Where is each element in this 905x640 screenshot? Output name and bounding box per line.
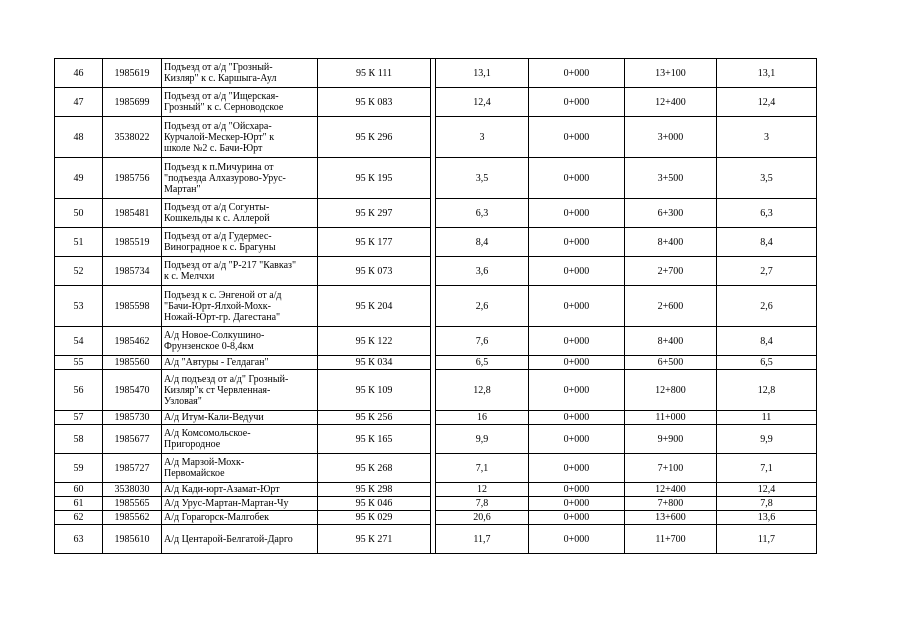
row-number: 63 bbox=[55, 525, 103, 554]
row-number: 62 bbox=[55, 511, 103, 525]
road-name: А/д Горагорск-Малгобек bbox=[162, 511, 318, 525]
total-length: 8,4 bbox=[717, 327, 817, 356]
end-km: 7+100 bbox=[625, 454, 717, 483]
end-km: 2+700 bbox=[625, 257, 717, 286]
row-number: 51 bbox=[55, 228, 103, 257]
total-length: 3 bbox=[717, 117, 817, 158]
registration-number: 95 К 268 bbox=[318, 454, 431, 483]
row-number: 55 bbox=[55, 356, 103, 370]
row-number: 59 bbox=[55, 454, 103, 483]
road-code: 1985565 bbox=[103, 497, 162, 511]
road-code: 1985619 bbox=[103, 59, 162, 88]
start-km: 0+000 bbox=[529, 497, 625, 511]
road-name: Подъезд от а/д Согунты- Кошкельды к с. Аллерой bbox=[162, 199, 318, 228]
registration-number: 95 К 122 bbox=[318, 327, 431, 356]
end-km: 7+800 bbox=[625, 497, 717, 511]
end-km: 3+000 bbox=[625, 117, 717, 158]
row-number: 53 bbox=[55, 286, 103, 327]
row-number: 54 bbox=[55, 327, 103, 356]
registration-number: 95 К 034 bbox=[318, 356, 431, 370]
table-row bbox=[55, 370, 817, 411]
start-km: 0+000 bbox=[529, 88, 625, 117]
table-row bbox=[55, 411, 817, 425]
road-name: А/д Марзой-Мохк- Первомайское bbox=[162, 454, 318, 483]
end-km: 3+500 bbox=[625, 158, 717, 199]
road-length: 20,6 bbox=[436, 511, 529, 525]
road-code: 1985730 bbox=[103, 411, 162, 425]
road-name: А/д Итум-Кали-Ведучи bbox=[162, 411, 318, 425]
start-km: 0+000 bbox=[529, 525, 625, 554]
total-length: 6,3 bbox=[717, 199, 817, 228]
road-length: 8,4 bbox=[436, 228, 529, 257]
table-row bbox=[55, 454, 817, 483]
registration-number: 95 К 083 bbox=[318, 88, 431, 117]
road-length: 13,1 bbox=[436, 59, 529, 88]
start-km: 0+000 bbox=[529, 158, 625, 199]
total-length: 2,7 bbox=[717, 257, 817, 286]
row-number: 57 bbox=[55, 411, 103, 425]
registration-number: 95 К 165 bbox=[318, 425, 431, 454]
road-length: 7,8 bbox=[436, 497, 529, 511]
row-number: 50 bbox=[55, 199, 103, 228]
road-length: 12 bbox=[436, 483, 529, 497]
start-km: 0+000 bbox=[529, 411, 625, 425]
registration-number: 95 К 029 bbox=[318, 511, 431, 525]
road-code: 1985610 bbox=[103, 525, 162, 554]
road-length: 6,5 bbox=[436, 356, 529, 370]
road-name: Подъезд от а/д "Ищерская- Грозный" к с. Серноводское bbox=[162, 88, 318, 117]
registration-number: 95 К 296 bbox=[318, 117, 431, 158]
total-length: 12,8 bbox=[717, 370, 817, 411]
table-row bbox=[55, 497, 817, 511]
road-code: 3538022 bbox=[103, 117, 162, 158]
row-number: 47 bbox=[55, 88, 103, 117]
end-km: 12+400 bbox=[625, 88, 717, 117]
road-length: 12,4 bbox=[436, 88, 529, 117]
table-row bbox=[55, 117, 817, 158]
registration-number: 95 К 195 bbox=[318, 158, 431, 199]
row-number: 60 bbox=[55, 483, 103, 497]
road-name: Подъезд к п.Мичурина от "подъезда Алхазурово-Урус- Мартан" bbox=[162, 158, 318, 199]
start-km: 0+000 bbox=[529, 199, 625, 228]
start-km: 0+000 bbox=[529, 117, 625, 158]
end-km: 12+800 bbox=[625, 370, 717, 411]
registration-number: 95 К 256 bbox=[318, 411, 431, 425]
road-name: А/д Центарой-Белгатой-Дарго bbox=[162, 525, 318, 554]
table-row bbox=[55, 199, 817, 228]
start-km: 0+000 bbox=[529, 425, 625, 454]
table-row bbox=[55, 158, 817, 199]
total-length: 7,8 bbox=[717, 497, 817, 511]
end-km: 13+100 bbox=[625, 59, 717, 88]
road-name: А/д Комсомольское- Пригородное bbox=[162, 425, 318, 454]
start-km: 0+000 bbox=[529, 483, 625, 497]
road-length: 3 bbox=[436, 117, 529, 158]
start-km: 0+000 bbox=[529, 454, 625, 483]
table-row bbox=[55, 327, 817, 356]
road-length: 3,5 bbox=[436, 158, 529, 199]
table-row bbox=[55, 59, 817, 88]
row-number: 48 bbox=[55, 117, 103, 158]
road-code: 1985756 bbox=[103, 158, 162, 199]
road-length: 7,1 bbox=[436, 454, 529, 483]
road-name: А/д "Автуры - Гелдаган" bbox=[162, 356, 318, 370]
table-row bbox=[55, 88, 817, 117]
table-row bbox=[55, 525, 817, 554]
start-km: 0+000 bbox=[529, 59, 625, 88]
table-row bbox=[55, 286, 817, 327]
road-code: 1985462 bbox=[103, 327, 162, 356]
row-number: 52 bbox=[55, 257, 103, 286]
road-name: А/д Кади-юрт-Азамат-Юрт bbox=[162, 483, 318, 497]
total-length: 13,6 bbox=[717, 511, 817, 525]
end-km: 11+700 bbox=[625, 525, 717, 554]
start-km: 0+000 bbox=[529, 356, 625, 370]
total-length: 6,5 bbox=[717, 356, 817, 370]
registration-number: 95 К 204 bbox=[318, 286, 431, 327]
road-code: 1985734 bbox=[103, 257, 162, 286]
road-length: 2,6 bbox=[436, 286, 529, 327]
registration-number: 95 К 109 bbox=[318, 370, 431, 411]
registration-number: 95 К 298 bbox=[318, 483, 431, 497]
total-length: 3,5 bbox=[717, 158, 817, 199]
road-code: 1985519 bbox=[103, 228, 162, 257]
total-length: 2,6 bbox=[717, 286, 817, 327]
table-row bbox=[55, 425, 817, 454]
total-length: 11 bbox=[717, 411, 817, 425]
table-row bbox=[55, 356, 817, 370]
road-name: Подъезд к с. Энгеной от а/д "Бачи-Юрт-Ялхой-Мохк- Ножай-Юрт-гр. Дагестана" bbox=[162, 286, 318, 327]
end-km: 8+400 bbox=[625, 327, 717, 356]
road-code: 1985677 bbox=[103, 425, 162, 454]
start-km: 0+000 bbox=[529, 511, 625, 525]
end-km: 11+000 bbox=[625, 411, 717, 425]
road-code: 1985598 bbox=[103, 286, 162, 327]
road-name: А/д подъезд от а/д" Грозный- Кизляр"к ст Червленная- Узловая" bbox=[162, 370, 318, 411]
registration-number: 95 К 073 bbox=[318, 257, 431, 286]
road-code: 1985560 bbox=[103, 356, 162, 370]
row-number: 56 bbox=[55, 370, 103, 411]
end-km: 12+400 bbox=[625, 483, 717, 497]
road-list-table bbox=[54, 58, 817, 554]
registration-number: 95 К 297 bbox=[318, 199, 431, 228]
road-length: 7,6 bbox=[436, 327, 529, 356]
table-row bbox=[55, 511, 817, 525]
total-length: 12,4 bbox=[717, 88, 817, 117]
end-km: 6+300 bbox=[625, 199, 717, 228]
road-code: 1985562 bbox=[103, 511, 162, 525]
row-number: 46 bbox=[55, 59, 103, 88]
start-km: 0+000 bbox=[529, 286, 625, 327]
end-km: 8+400 bbox=[625, 228, 717, 257]
road-code: 3538030 bbox=[103, 483, 162, 497]
registration-number: 95 К 271 bbox=[318, 525, 431, 554]
start-km: 0+000 bbox=[529, 327, 625, 356]
table-row bbox=[55, 257, 817, 286]
total-length: 7,1 bbox=[717, 454, 817, 483]
road-length: 11,7 bbox=[436, 525, 529, 554]
total-length: 11,7 bbox=[717, 525, 817, 554]
road-code: 1985470 bbox=[103, 370, 162, 411]
road-name: Подъезд от а/д Гудермес- Виноградное к с. Брагуны bbox=[162, 228, 318, 257]
table-row bbox=[55, 228, 817, 257]
row-number: 49 bbox=[55, 158, 103, 199]
row-number: 58 bbox=[55, 425, 103, 454]
end-km: 13+600 bbox=[625, 511, 717, 525]
road-length: 9,9 bbox=[436, 425, 529, 454]
road-code: 1985727 bbox=[103, 454, 162, 483]
end-km: 2+600 bbox=[625, 286, 717, 327]
registration-number: 95 К 046 bbox=[318, 497, 431, 511]
road-length: 6,3 bbox=[436, 199, 529, 228]
start-km: 0+000 bbox=[529, 257, 625, 286]
road-name: А/д Урус-Мартан-Мартан-Чу bbox=[162, 497, 318, 511]
road-name: Подъезд от а/д "Грозный- Кизляр" к с. Каршыга-Аул bbox=[162, 59, 318, 88]
registration-number: 95 К 111 bbox=[318, 59, 431, 88]
registration-number: 95 К 177 bbox=[318, 228, 431, 257]
end-km: 6+500 bbox=[625, 356, 717, 370]
start-km: 0+000 bbox=[529, 228, 625, 257]
road-length: 12,8 bbox=[436, 370, 529, 411]
road-name: Подъезд от а/д "Р-217 "Кавказ" к с. Мелчхи bbox=[162, 257, 318, 286]
total-length: 9,9 bbox=[717, 425, 817, 454]
table-row bbox=[55, 483, 817, 497]
road-name: Подъезд от а/д "Ойсхара- Курчалой-Мескер-Юрт" к школе №2 с. Бачи-Юрт bbox=[162, 117, 318, 158]
road-code: 1985481 bbox=[103, 199, 162, 228]
start-km: 0+000 bbox=[529, 370, 625, 411]
table-body bbox=[55, 59, 817, 554]
total-length: 8,4 bbox=[717, 228, 817, 257]
end-km: 9+900 bbox=[625, 425, 717, 454]
total-length: 13,1 bbox=[717, 59, 817, 88]
road-code: 1985699 bbox=[103, 88, 162, 117]
row-number: 61 bbox=[55, 497, 103, 511]
total-length: 12,4 bbox=[717, 483, 817, 497]
road-name: А/д Новое-Солкушино- Фрунзенское 0-8,4км bbox=[162, 327, 318, 356]
road-length: 3,6 bbox=[436, 257, 529, 286]
road-length: 16 bbox=[436, 411, 529, 425]
